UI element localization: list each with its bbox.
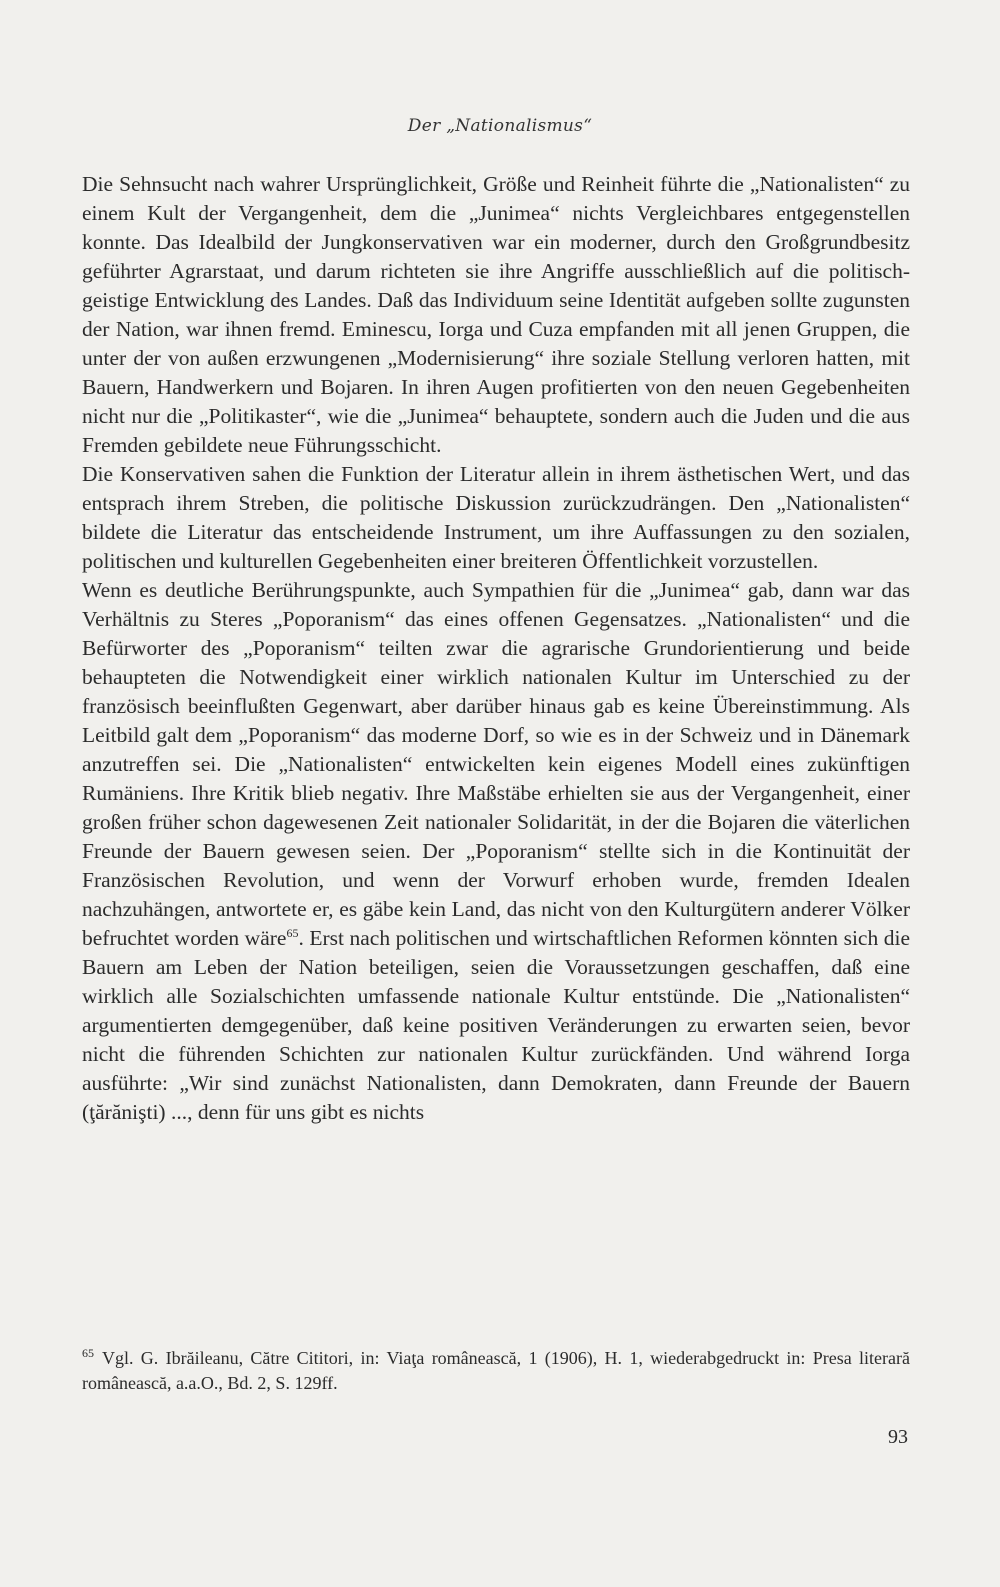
footnote-reference: 65	[286, 925, 299, 940]
footnote-text: Vgl. G. Ibrăileanu, Către Cititori, in: Viaţa românească, 1 (1906), H. 1, wiederabgedruckt in: Presa literară românească, a.a.O., Bd. 2, S. 129ff.	[82, 1348, 910, 1393]
footnote-number: 65	[82, 1346, 94, 1360]
paragraph-1: Die Sehnsucht nach wahrer Ursprünglichkeit, Größe und Reinheit führte die „Nationalisten“ zu einem Kult der Vergangenheit, dem die „Junimea“ nichts Vergleichbares entgegenstellen konnte. Das Idealbild der Jungkonservativen war ein moderner, durch den Großgrundbesitz geführter Agrarstaat, und darum richteten sie ihre Angriffe ausschließlich auf die politisch-geistige Entwicklung des Landes. Daß das Individuum seine Identität aufgeben sollte zugunsten der Nation, war ihnen fremd. Eminescu, Iorga und Cuza empfanden mit all jenen Gruppen, die unter der von außen erzwungenen „Modernisierung“ ihre soziale Stellung verloren hatten, mit Bauern, Handwerkern und Bojaren. In ihren Augen profitierten von den neuen Gegebenheiten nicht nur die „Politikaster“, wie die „Junimea“ behauptete, sondern auch die Juden und die aus Fremden gebildete neue Führungsschicht.	[82, 172, 910, 457]
paragraph-3-part-2: . Erst nach politischen und wirtschaftlichen Reformen könnten sich die Bauern am Leben der Nation beteiligen, seien die Voraussetzungen geschaffen, daß eine wirklich alle Sozialschichten umfassende nationale Kultur entstünde. Die „Nationalisten“ argumentierten demgegenüber, daß keine positiven Veränderungen zu erwarten seien, bevor nicht die führenden Schichten zur nationalen Kultur zurückfänden. Und während Iorga ausführte: „Wir sind zunächst Nationalisten, dann Demokraten, dann Freunde der Bauern (ţărănişti) ..., denn für uns gibt es nichts	[82, 926, 910, 1124]
paragraph-3-part-1: Wenn es deutliche Berührungspunkte, auch Sympathien für die „Junimea“ gab, dann war das Verhältnis zu Steres „Poporanism“ das eines offenen Gegensatzes. „Nationalisten“ und die Befürworter des „Poporanism“ teilten zwar die agrarische Grundorientierung und beide behaupteten die Notwendigkeit einer wirklich nationalen Kultur im Unterschied zu der französisch beeinflußten Gegenwart, aber darüber hinaus gab es keine Übereinstimmung. Als Leitbild galt dem „Poporanism“ das moderne Dorf, so wie es in der Schweiz und in Dänemark anzutreffen sei. Die „Nationalisten“ entwickelten kein eigenes Modell eines zukünftigen Rumäniens. Ihre Kritik blieb negativ. Ihre Maßstäbe erhielten sie aus der Vergangenheit, einer großen früher schon dagewesenen Zeit nationaler Solidarität, in der die Bojaren die väterlichen Freunde der Bauern gewesen seien. Der „Poporanism“ stellte sich in die Kontinuität der Französischen Revolution, und wenn der Vorwurf erhoben wurde, fremden Idealen nachzuhängen, antwortete er, es gäbe kein Land, das nicht von den Kulturgütern anderer Völker befruchtet worden wäre	[82, 578, 910, 950]
body-text	[82, 170, 910, 1127]
paragraph-3	[82, 576, 910, 1127]
footnote	[82, 1346, 910, 1396]
paragraph-2: Die Konservativen sahen die Funktion der Literatur allein in ihrem ästhetischen Wert, und das entsprach ihrem Streben, die politische Diskussion zurückzudrängen. Den „Nationalisten“ bildete die Literatur das entscheidende Instrument, um ihre Auffassungen zu den sozialen, politischen und kulturellen Gegebenheiten einer breiteren Öffentlichkeit vorzustellen.	[82, 462, 910, 573]
running-head: Der „Nationalismus“	[407, 116, 593, 136]
page-number: 93	[888, 1426, 908, 1448]
